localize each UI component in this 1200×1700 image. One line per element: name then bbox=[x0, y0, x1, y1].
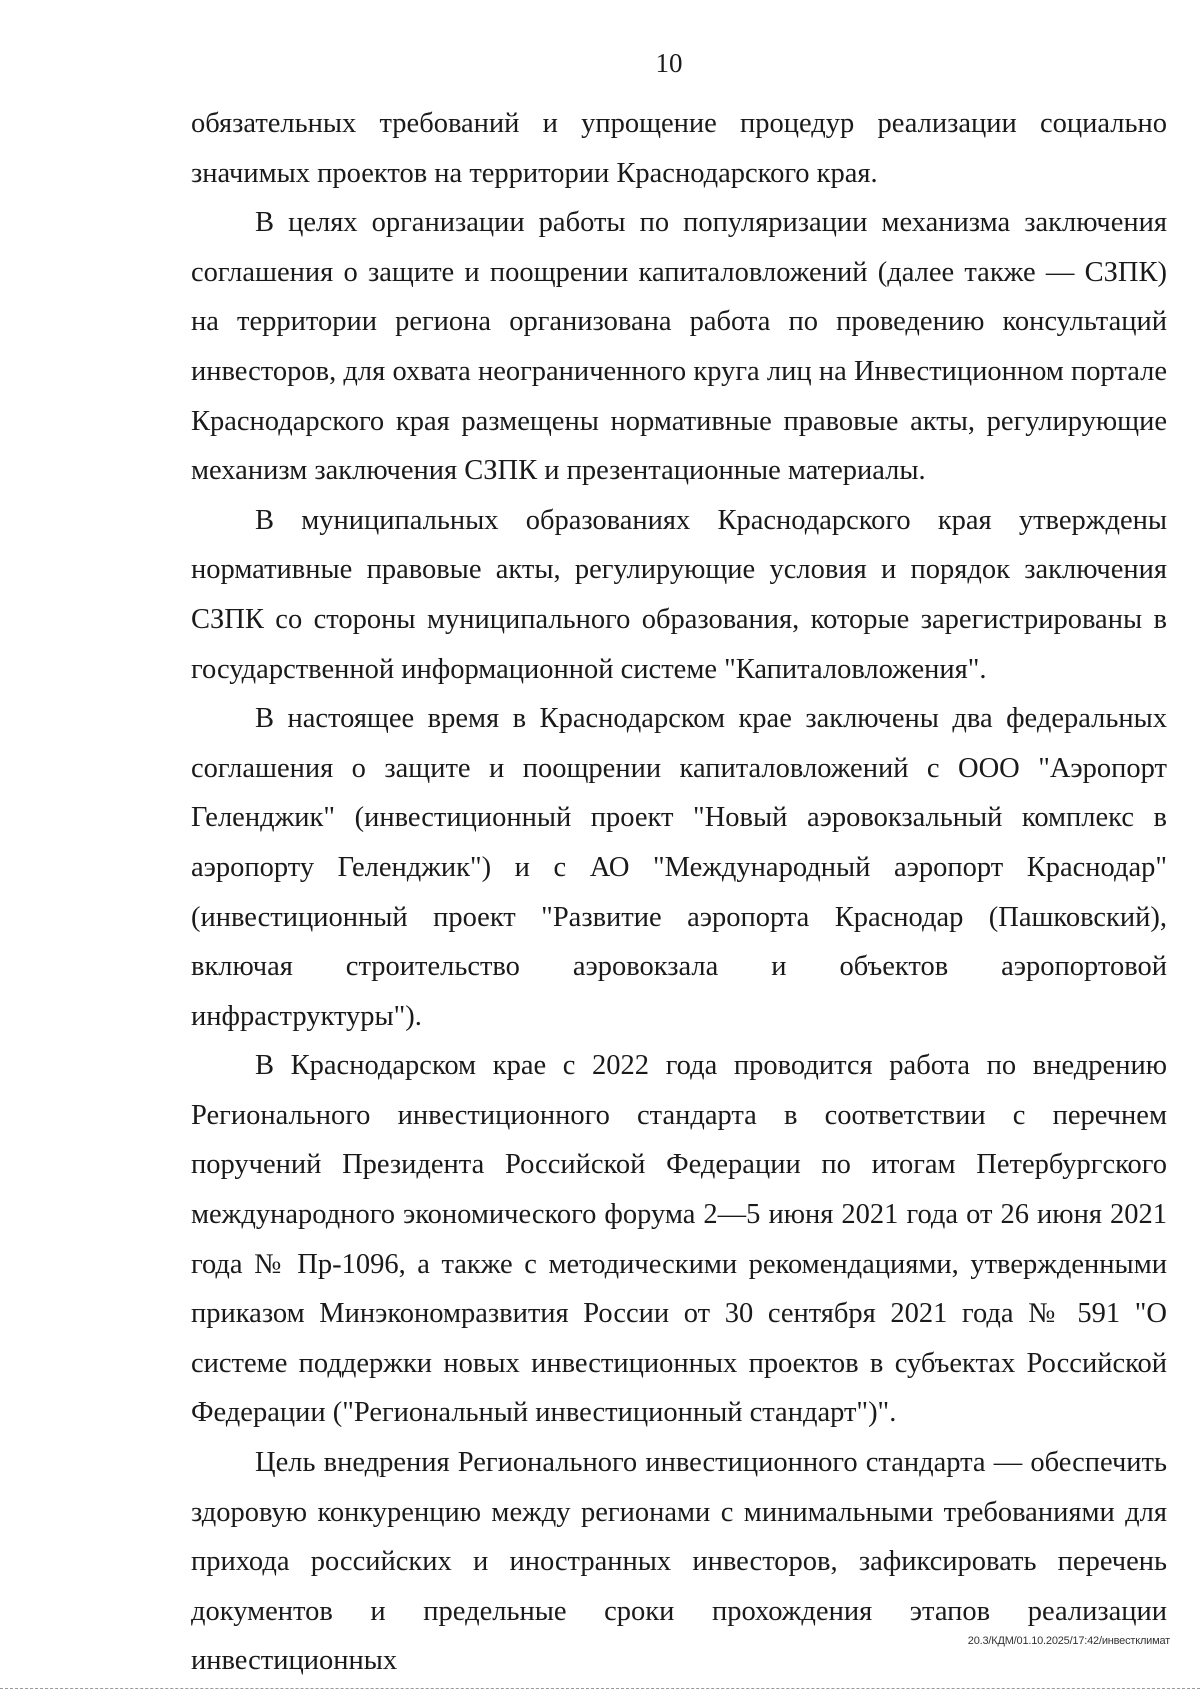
body-text bbox=[191, 99, 1167, 1686]
paragraph-continued: обязательных требований и упрощение процедур реализации социально значимых проектов на территории Краснодарского края. bbox=[191, 108, 1167, 189]
paragraph-investment-standard: В Краснодарском крае с 2022 года проводится работа по внедрению Регионального инвестиционного стандарта в соответствии с перечнем поручений Президента Российской Федерации по итогам Петербургского международного экономического форума 2—5 июня 2021 года от 26 июня 2021 года № Пр-1096, а также с методическими рекомендациями, утвержденными приказом Минэкономразвития России от 30 сентября 2021 года № 591 "О системе поддержки новых инвестиционных проектов в субъектах Российской Федерации ("Региональный инвестиционный стандарт")". bbox=[191, 1050, 1167, 1429]
paragraph-municipal-acts: В муниципальных образованиях Краснодарского края утверждены нормативные правовые акты, регулирующие условия и порядок заключения СЗПК со стороны муниципального образования, которые зарегистрированы в государственной информационной системе "Капиталовложения". bbox=[191, 504, 1167, 685]
paragraph-szpk-popularization: В целях организации работы по популяризации механизма заключения соглашения о защите и поощрении капиталовложений (далее также — СЗПК) на территории региона организована работа по проведению консультаций инвесторов, для охвата неограниченного круга лиц на Инвестиционном портале Краснодарского края размещены нормативные правовые акты, регулирующие механизм заключения СЗПК и презентационные материалы. bbox=[191, 207, 1167, 487]
page-number: 10 bbox=[655, 48, 683, 78]
paragraph-standard-goal: Цель внедрения Регионального инвестиционного стандарта — обеспечить здоровую конкуренцию между регионами с минимальными требованиями для прихода российских и иностранных инвесторов, зафиксировать перечень документов и предельные сроки прохождения этапов реализации инвестиционных bbox=[191, 1447, 1167, 1677]
paragraph-federal-agreements: В настоящее время в Краснодарском крае заключены два федеральных соглашения о защите и поощрении капиталовложений с ООО "Аэропорт Геленджик" (инвестиционный проект "Новый аэровокзальный комплекс в аэропорту Геленджик") и с АО "Международный аэропорт Краснодар" (инвестиционный проект "Развитие аэропорта Краснодар (Пашковский), включая строительство аэровокзала и объектов аэропортовой инфраструктуры"). bbox=[191, 703, 1167, 1032]
scan-edge-divider bbox=[0, 1688, 1200, 1689]
document-code: 20.3/КДМ/01.10.2025/17:42/инвестклимат bbox=[967, 1635, 1170, 1647]
